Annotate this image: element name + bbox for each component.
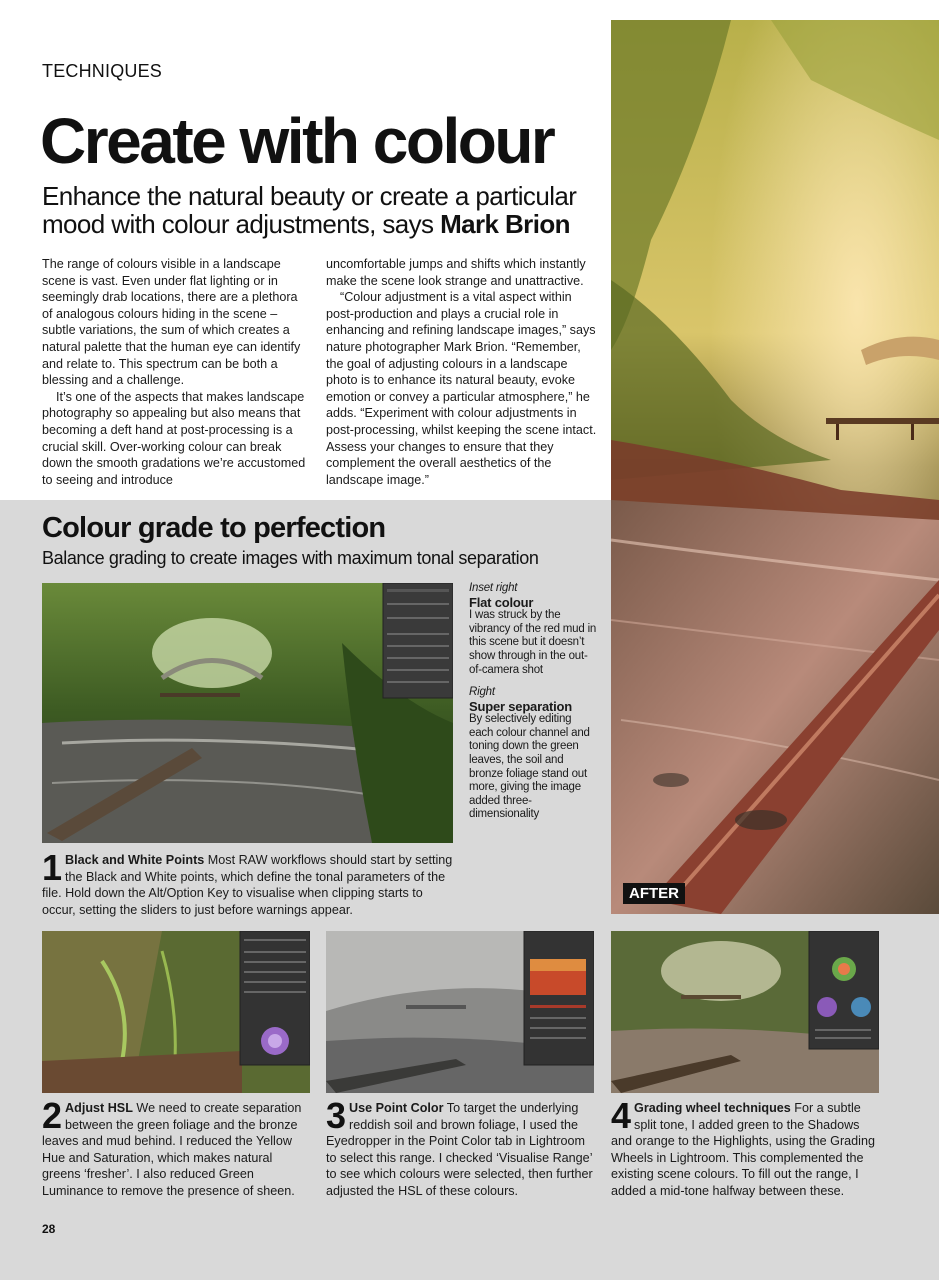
step-2 [42,1095,310,1200]
caption-heading: Flat colour [469,594,534,610]
step-body: To target the underlying reddish soil and brown foliage, I used the Eyedropper in the Point Color tab in Lightroom to select this range. I checked ‘Visualise Range’ to see which colours were selected, then further adjusted the HSL of these colours. [326,1101,593,1198]
step-number: 2 [42,1095,63,1136]
step-4 [611,1095,883,1200]
standfirst [42,182,602,238]
author-name: Mark Brion [440,209,570,239]
step-heading: Black and White Points [65,853,205,867]
standfirst-text: Enhance the natural beauty or create a particular mood with colour adjustments, says [42,181,577,239]
hsl-screenshot-illustration [42,931,310,1093]
section-tag: TECHNIQUES [42,61,163,81]
step-heading: Use Point Color [349,1101,444,1115]
after-label: AFTER [623,883,685,904]
intro-paragraph: The range of colours visible in a landscape scene is vast. Even under flat lighting or in seemingly drab locations, there are a plethora of analogous colours hiding in the scene – subtle variations, the sum of which creates a natural palette that the human eye can identify and relate to. This spectrum can be both a blessing and a challenge. [42,257,301,388]
caption-flat-colour [469,582,597,677]
step-number: 1 [42,847,63,888]
step-4-screenshot [611,931,879,1093]
step-number: 3 [326,1095,347,1136]
step-3-screenshot [326,931,594,1093]
grading-wheel-screenshot-illustration [611,931,879,1093]
page-number: 28 [42,1222,56,1236]
before-photo-illustration [42,583,453,843]
step-body: We need to create separation between the green foliage and the bronze leaves and mud behind. I reduced the Yellow Hue and Saturation, which makes natural greens ‘fresher’. I also reduced Green Luminance to remove the presence of sheen. [42,1101,302,1198]
caption-super-separation [469,686,597,822]
headline: Create with colour [40,105,554,177]
box-title: Colour grade to perfection [42,512,386,544]
step-heading: Adjust HSL [65,1101,133,1115]
after-photo [611,20,939,914]
caption-kicker: Right [469,686,495,698]
caption-body: By selectively editing each colour channel and toning down the green leaves, the soil and bronze foliage stand out more, giving the image added three-dimensionality [469,713,590,821]
step-body: Most RAW workflows should start by setting the Black and White points, which define the tonal parameters of the file. Hold down the Alt/Option Key to visualise when clipping starts to occur, setting the sliders to just before warnings appear. [42,853,453,917]
before-photo [42,583,453,843]
step-heading: Grading wheel techniques [634,1101,791,1115]
box-subtitle: Balance grading to create images with maximum tonal separation [42,548,539,568]
point-color-screenshot-illustration [326,931,594,1093]
step-2-screenshot [42,931,310,1093]
caption-kicker: Inset right [469,582,518,594]
after-photo-illustration [611,20,939,914]
step-3 [326,1095,598,1200]
intro-paragraph: It’s one of the aspects that makes landscape photography so appealing but also means that becoming a deft hand at post-processing is a crucial skill. Over-working colour can break down the smooth gradations we’re accustomed to seeing and introduce [42,389,306,487]
caption-body: I was struck by the vibrancy of the red mud in this scene but it doesn’t show through in the out-of-camera shot [469,609,597,676]
intro-paragraph: uncomfortable jumps and shifts which instantly make the scene look strange and unattractive. [326,257,586,288]
step-number: 4 [611,1095,632,1136]
intro-paragraph: “Colour adjustment is a vital aspect within post-production and plays a crucial role in enhancing and refining landscape images,” says nature photographer Mark Brion. “Remember, the goal of adjusting colours in a landscape photo is to enhance its natural beauty, evoke emotion or convey a particular atmosphere,” he adds. “Experiment with colour adjustments in post-processing, whilst keeping the scene intact. Assess your changes to ensure that they complement the overall aesthetics of the landscape image.” [326,290,597,487]
step-body: For a subtle split tone, I added green to the Shadows and orange to the Highlights, using the Grading Wheels in Lightroom. This complemented the existing scene colours. To fill out the range, I added a mid-tone halfway between these. [611,1101,875,1198]
intro-column-2 [326,256,598,488]
intro-column-1 [42,256,310,488]
step-1 [42,847,456,918]
caption-heading: Super separation [469,698,572,714]
